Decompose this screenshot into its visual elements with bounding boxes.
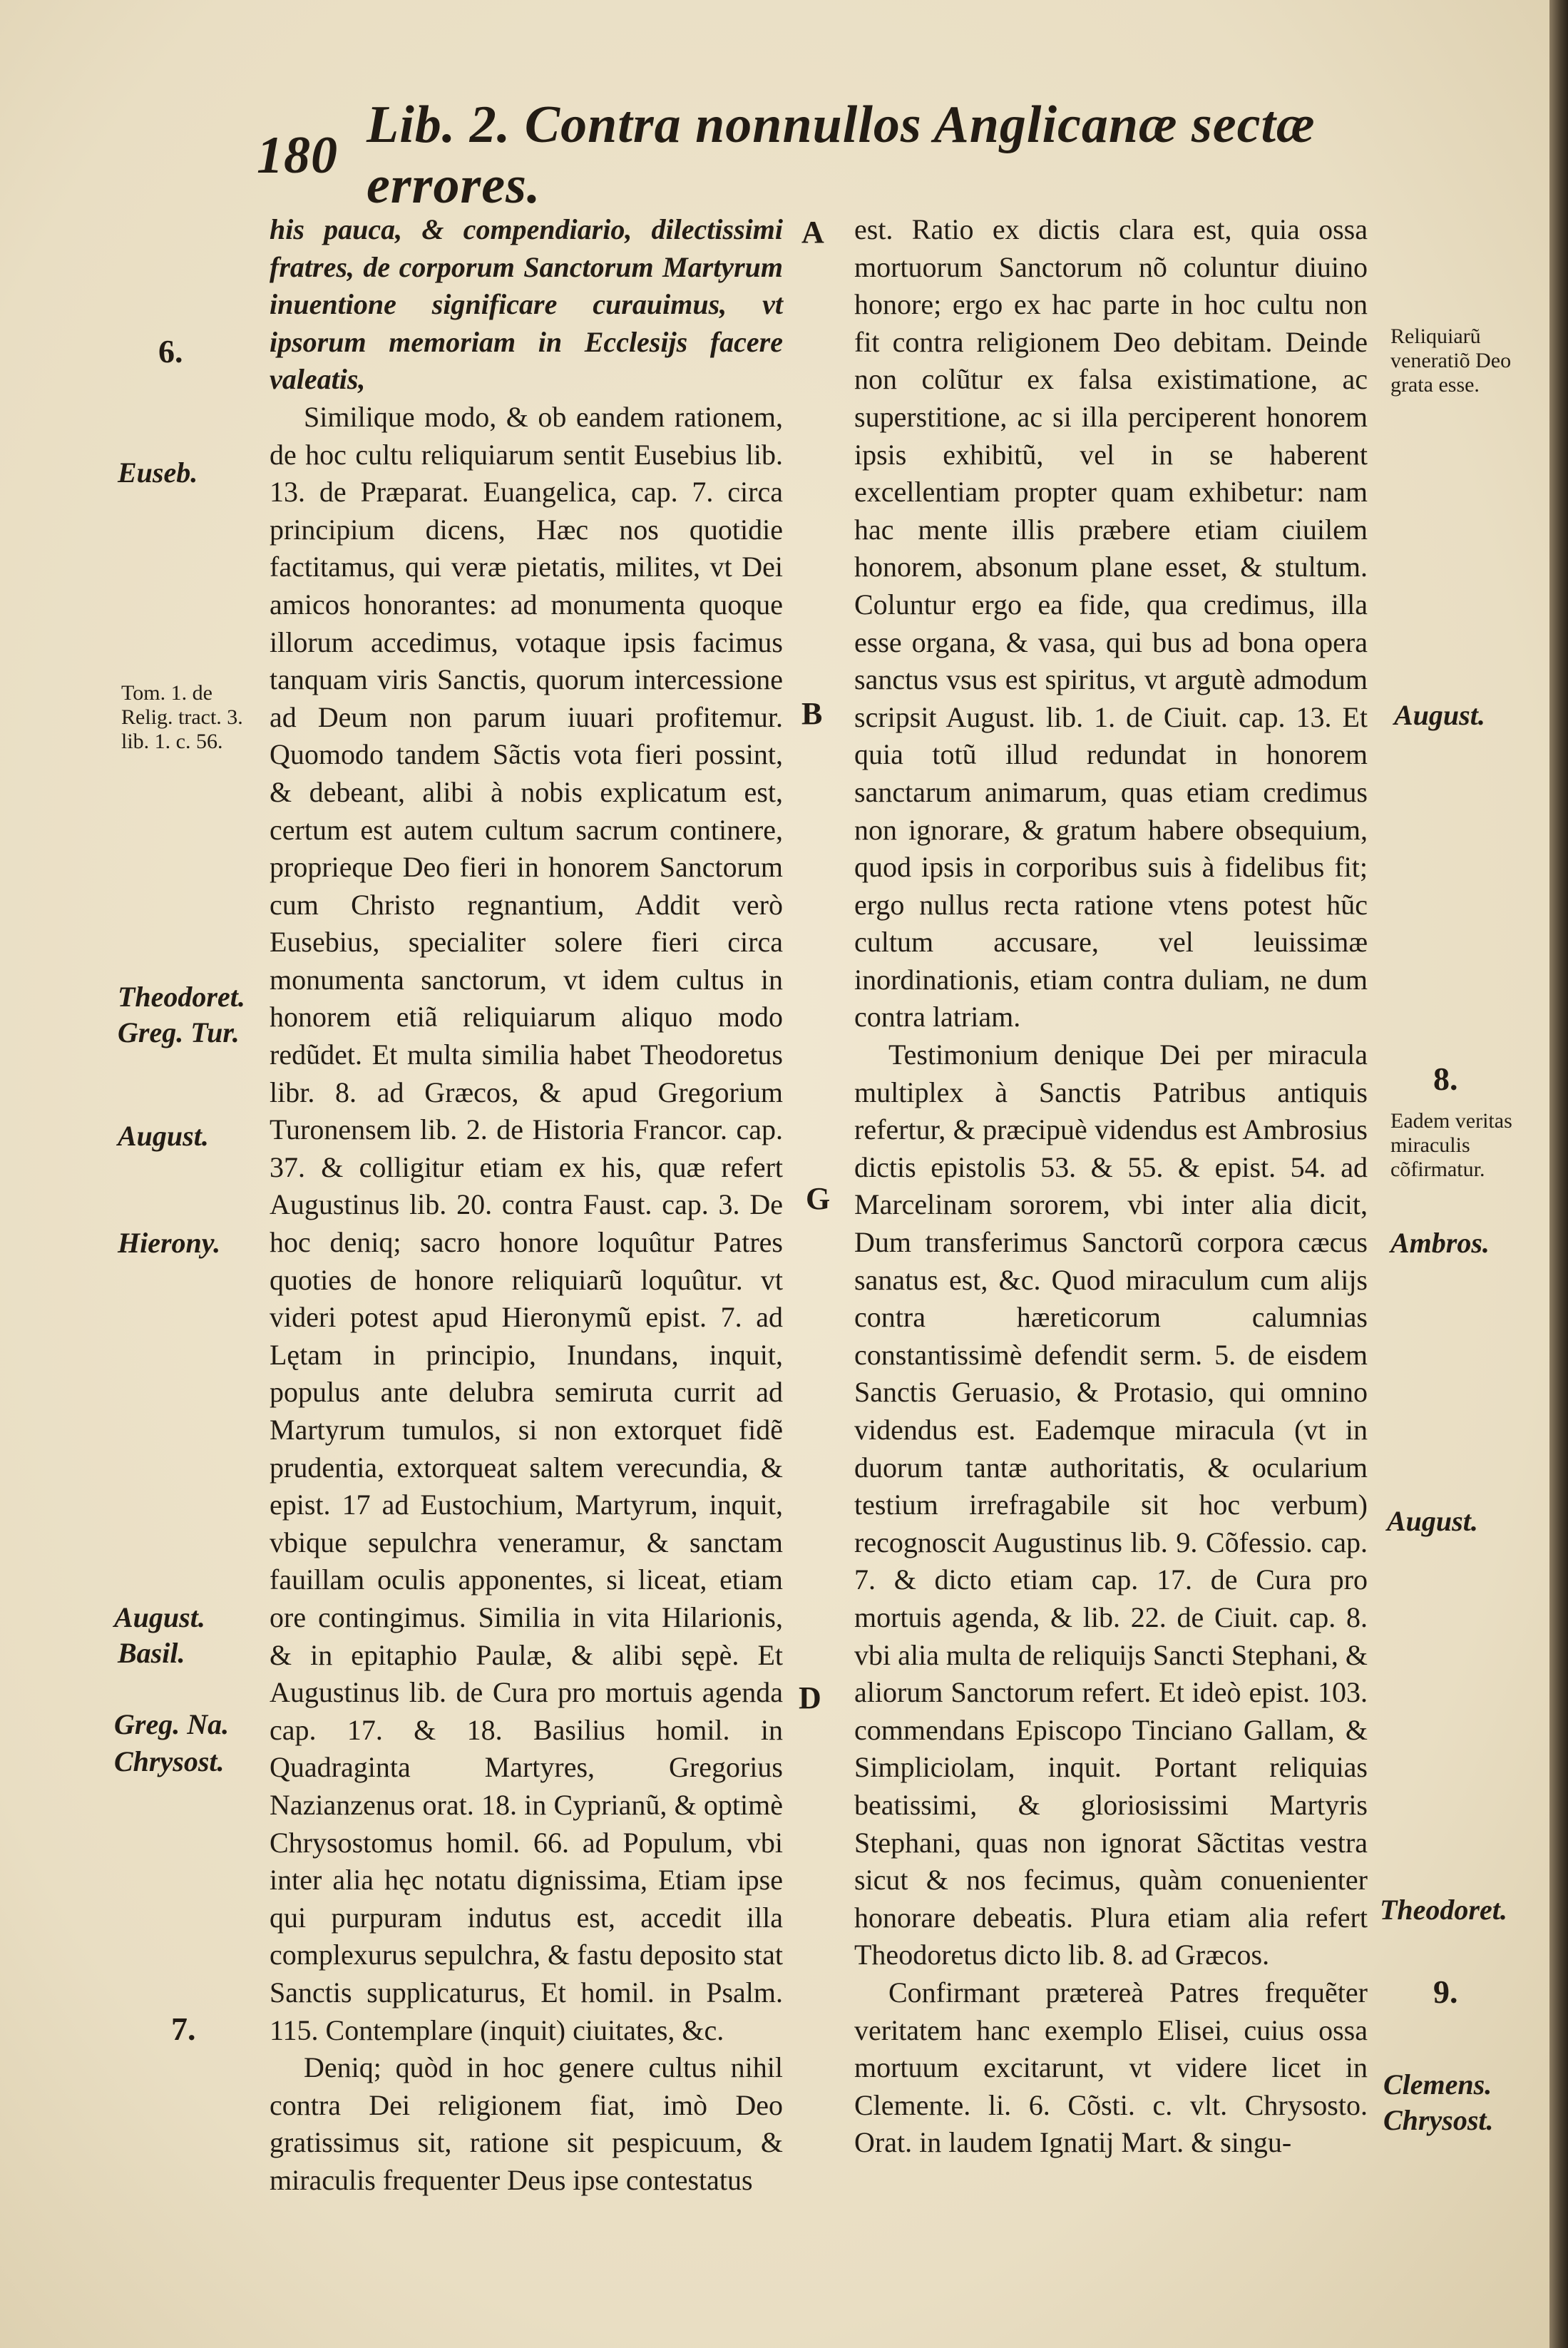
running-header (257, 96, 1369, 215)
right-column (854, 211, 1368, 2162)
right-paragraph-1: est. Ratio ex dictis clara est, quia ossa mortuorum Sanctorum nõ coluntur diuino honore; ergo ex hac parte in hoc cultu non fit contra religionem Deo debitam. Deinde non colũtur ex falsa existimatione, ac superstitione, ac si illa perciperent honorem ipsis exhibitũ, vel in se haberent excellentiam propter quam exhibetur: nam hac mente illis præbere etiam ciuilem honorem, absonum plane esset, & stultum. Coluntur ergo ea fide, qua credimus, illa esse organa, & vasa, qui bus ad bona opera sanctus vsus est spiritus, vt argutè admodum scripsit August. lib. 1. de Ciuit. cap. 13. Et quia totũ illud redundat in honorem sanctarum animarum, quas etiam credimus non ignorare, & gratum habere obsequium, quod ipsis in corporibus suis à fidelibus fit; ergo nullus recta ratione vtens potest hũc cultum accusare, vel leuissimæ inordinationis, etiam contra duliam, ne dum contra latriam. (854, 213, 1368, 1033)
right-paragraph-3: Confirmant prætereà Patres frequẽter veritatem hanc exemplo Elisei, cuius ossa mortuum excitarunt, vt videre licet in Clemente. li. 6. Cõsti. c. vlt. Chrysosto. Orat. in laudem Ignatij Mart. & singu- (854, 1976, 1368, 2159)
margin-note-citation: Theodoret. (1380, 1894, 1507, 1926)
margin-note-citation: Ambros. (1390, 1227, 1490, 1259)
section-letter-g: G (806, 1181, 831, 1216)
margin-note-citation: Chrysost. (1383, 2104, 1494, 2136)
margin-note-citation: Basil. (118, 1637, 185, 1669)
page-edge-shadow (1549, 0, 1568, 2348)
margin-note-citation: Euseb. (118, 456, 198, 489)
left-paragraph-2: Similique modo, & ob eandem rationem, de hoc cultu reliquiarum sentit Eusebius lib. 13. de Præparat. Euangelica, cap. 7. circa principium dicens, Hæc nos quotidie factitamus, qui veræ pietatis, milites, vt Dei amicos honorantes: ad monumenta quoque illorum accedimus, votaque ipsis facimus tanquam viris Sanctis, quorum intercessione ad Deum non parum iuuari profitemur. Quomodo tandem Sãctis vota fieri possint, & debeant, alibi à nobis explicatum est, certum est autem cultum sacrum continere, proprieque Deo fieri in honorem Sanctorum cum Christo regnantium, Addit verò Eusebius, specialiter solere fieri circa monumenta sanctorum, vt idem cultus in honorem etiã reliquiarum aliquo modo redũdet. Et multa similia habet Theodoretus libr. 8. ad Græcos, & apud Gregorium Turonensem lib. 2. de Historia Francor. cap. 37. & colligitur etiam ex his, quæ refert Augustinus lib. 20. contra Faust. cap. 3. De hoc deniq; sacro honore loquûtur Patres quoties de honore reliquiarũ loquûtur. vt videri potest apud Hieronymũ epist. 7. ad Lętam in principio, Inundans, inquit, populus ante delubra semiruta currit ad Martyrum tumulos, si non extorquet fidẽ prudentia, extorqueat saltem verecundia, & epist. 17 ad Eustochium, Martyrum, inquit, vbique sepulchra veneramur, & sanctam fauillam oculis apponentes, si liceat, etiam ore contingimus. Similia in vita Hilarionis, & in epitaphio Paulæ, & alibi sępè. Et Augustinus lib. de Cura pro mortuis agenda cap. 17. & 18. Basilius homil. in Quadraginta Martyres, Gregorius Nazianzenus orat. 18. in Cyprianũ, & optimè Chrysostomus homil. 66. ad Populum, vbi inter alia hęc notatu dignissima, Etiam ipse qui purpuram indutus est, accedit illa complexurus sepulchra, & fastu deposito stat Sanctis supplicaturus, Et homil. in Psalm. 115. Contemplare (inquit) ciuitates, &c. (270, 400, 783, 2046)
running-title: Lib. 2. Contra nonnullos Anglicanæ sectæ errores. (367, 96, 1316, 215)
margin-note-summary: Eadem veritas miraculis cõfirmatur. (1390, 1109, 1512, 1181)
right-paragraph-2: Testimonium denique Dei per miracula multiplex à Sanctis Patribus antiquis refertur, & præcipuè videndus est Ambrosius dictis epistolis 53. & 55. & epist. 54. ad Marcelinam sororem, vbi inter alia dicit, Dum transferimus Sanctorũ corpora cæcus sanatus est, &c. Quod miraculum cum alijs contra hæreticorum calumnias constantissimè defendit serm. 5. de eisdem Sanctis Geruasio, & Protasio, qui omnino videndus est. Eademque miracula (vt in duorum tantæ authoritatis, & ocularium testium irrefragabile sit hoc verbum) recognoscit Augustinus lib. 9. Cõfessio. cap. 7. & dicto etiam cap. 17. de Cura pro mortuis agenda, & lib. 22. de Ciuit. cap. 8. vbi alia multa de reliquijs Sancti Stephani, & aliorum Sanctorum refert. Et ideò epist. 103. commendans Episcopo Tinciano Gallam, & Simpliciolam, inquit. Portant reliquias beatissimi, & gloriosissimi Martyris Stephani, quas non ignorat Sãctitas vestra sicut & nos fecimus, quàm conuenienter honorare debeatis. Plura etiam alia refert Theodoretus dicto lib. 8. ad Græcos. (854, 1038, 1368, 1971)
margin-note-reference: Tom. 1. de Relig. tract. 3. lib. 1. c. 56. (121, 681, 243, 753)
margin-note-citation: Greg. Na. (114, 1708, 230, 1740)
margin-note-citation: August. (1394, 699, 1485, 731)
section-letter-b: B (801, 696, 823, 731)
left-paragraph-1: his pauca, & compendiario, dilectissimi fratres, de corporum Sanctorum Martyrum inuentione significare curauimus, vt ipsorum memoriam in Ecclesijs facere valeatis, (270, 213, 783, 396)
margin-note-number: 6. (158, 333, 183, 369)
margin-note-number: 9. (1433, 1974, 1458, 2010)
page-number: 180 (257, 126, 338, 185)
margin-note-citation: Theodoret. (118, 981, 245, 1013)
left-paragraph-3: Deniq; quòd in hoc genere cultus nihil contra Dei religionem fiat, imò Deo gratissimus sit, ratione sit pespicuum, & miraculis frequenter Deus ipse contestatus (270, 2051, 783, 2196)
margin-note-citation: August. (1387, 1505, 1478, 1537)
margin-note-citation: August. (118, 1120, 209, 1152)
left-column (270, 211, 783, 2199)
margin-note-summary: Reliquiarũ veneratiõ Deo grata esse. (1390, 325, 1512, 397)
section-letter-a: A (801, 215, 824, 250)
margin-note-citation: Hierony. (118, 1227, 221, 1259)
margin-note-number: 8. (1433, 1061, 1458, 1097)
margin-note-citation: Greg. Tur. (118, 1016, 240, 1048)
margin-note-citation: Chrysost. (114, 1745, 225, 1777)
margin-note-citation: Clemens. (1383, 2068, 1492, 2101)
section-letter-d: D (799, 1680, 821, 1715)
margin-note-number: 7. (171, 2011, 196, 2047)
margin-note-citation: August. (114, 1601, 205, 1633)
